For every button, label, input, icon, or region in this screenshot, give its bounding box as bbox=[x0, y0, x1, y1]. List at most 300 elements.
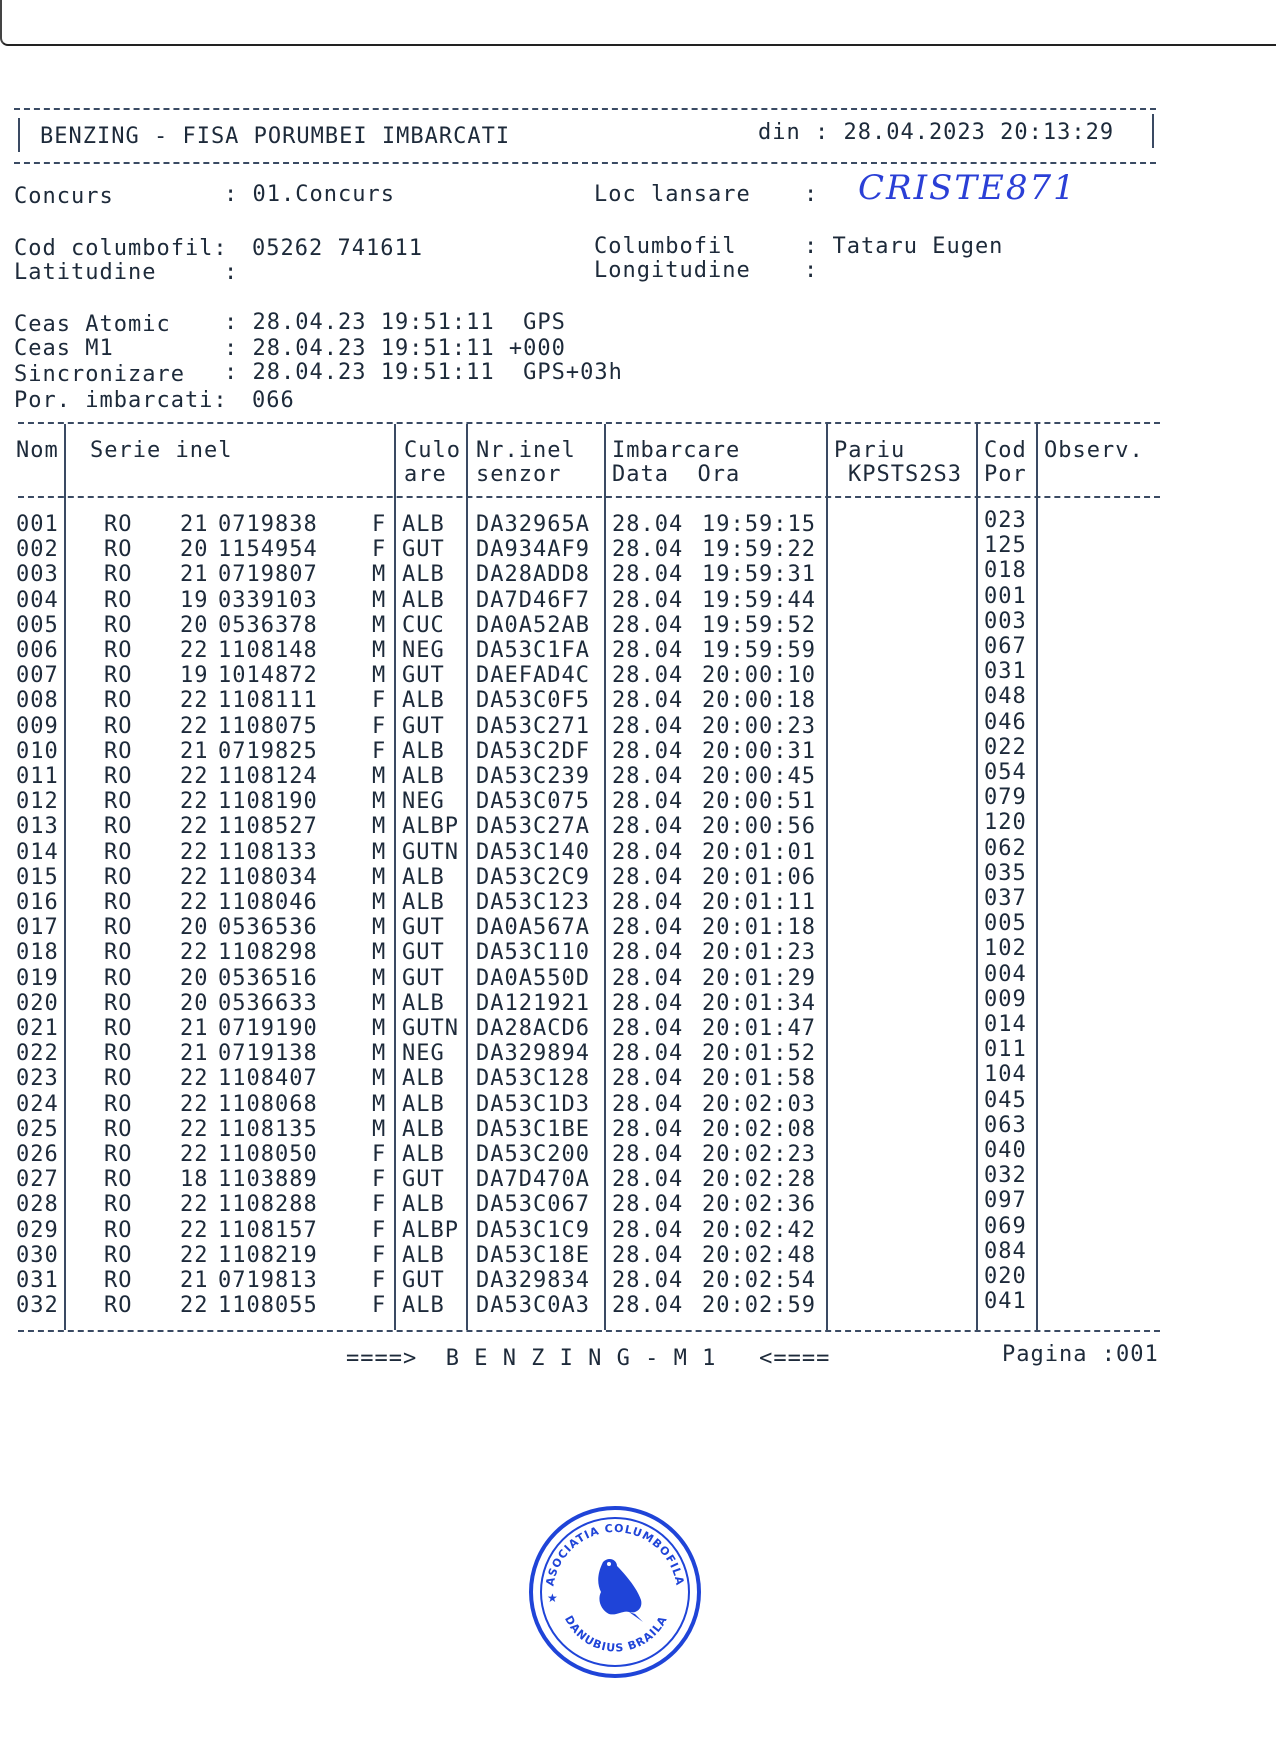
row-color: NEG bbox=[402, 1041, 445, 1066]
row-year: 22 bbox=[180, 814, 209, 839]
row-sensor: DA53C271 bbox=[476, 714, 590, 739]
row-color: ALB bbox=[402, 739, 445, 764]
row-cod: 048 bbox=[984, 684, 1027, 709]
row-country: RO bbox=[104, 512, 133, 537]
row-country: RO bbox=[104, 613, 133, 638]
stamp-text-bottom: DANUBIUS BRAILA bbox=[561, 1613, 671, 1655]
row-sensor: DA53C067 bbox=[476, 1192, 590, 1217]
row-nom: 019 bbox=[16, 966, 59, 991]
row-date: 28.04 bbox=[612, 512, 684, 537]
row-cod: 020 bbox=[984, 1264, 1027, 1289]
row-color: GUT bbox=[402, 1268, 445, 1293]
row-cod: 041 bbox=[984, 1289, 1027, 1314]
row-cod: 032 bbox=[984, 1163, 1027, 1188]
row-ring: 1108050 bbox=[218, 1142, 318, 1167]
row-year: 20 bbox=[180, 966, 209, 991]
row-sex: F bbox=[372, 1293, 387, 1318]
row-time: 20:02:36 bbox=[702, 1192, 816, 1217]
row-date: 28.04 bbox=[612, 991, 684, 1016]
long-sep: : bbox=[804, 258, 819, 283]
row-ring: 1108288 bbox=[218, 1192, 318, 1217]
row-country: RO bbox=[104, 915, 133, 940]
row-cod: 018 bbox=[984, 558, 1027, 583]
row-time: 20:02:48 bbox=[702, 1243, 816, 1268]
row-nom: 024 bbox=[16, 1092, 59, 1117]
row-color: GUTN bbox=[402, 840, 459, 865]
row-country: RO bbox=[104, 890, 133, 915]
row-date: 28.04 bbox=[612, 1041, 684, 1066]
row-time: 20:01:23 bbox=[702, 940, 816, 965]
row-year: 21 bbox=[180, 1041, 209, 1066]
row-sensor: DA53C0F5 bbox=[476, 688, 590, 713]
row-time: 20:00:51 bbox=[702, 789, 816, 814]
row-nom: 004 bbox=[16, 588, 59, 613]
table-header-rule bbox=[18, 496, 1160, 498]
row-sensor: DA53C075 bbox=[476, 789, 590, 814]
row-sex: F bbox=[372, 512, 387, 537]
row-nom: 020 bbox=[16, 991, 59, 1016]
row-time: 20:01:58 bbox=[702, 1066, 816, 1091]
cod-label: Cod columbofil: bbox=[14, 236, 228, 261]
row-sensor: DA53C128 bbox=[476, 1066, 590, 1091]
row-sensor: DA0A52AB bbox=[476, 613, 590, 638]
row-ring: 1103889 bbox=[218, 1167, 318, 1192]
header-date: din : 28.04.2023 20:13:29 bbox=[758, 120, 1115, 145]
row-time: 20:02:59 bbox=[702, 1293, 816, 1318]
row-sensor: DA53C140 bbox=[476, 840, 590, 865]
row-nom: 021 bbox=[16, 1016, 59, 1041]
row-sensor: DA53C0A3 bbox=[476, 1293, 590, 1318]
row-date: 28.04 bbox=[612, 966, 684, 991]
row-nom: 003 bbox=[16, 562, 59, 587]
row-year: 18 bbox=[180, 1167, 209, 1192]
row-date: 28.04 bbox=[612, 840, 684, 865]
row-sensor: DA329894 bbox=[476, 1041, 590, 1066]
row-nom: 031 bbox=[16, 1268, 59, 1293]
footer-banner: ====> B E N Z I N G - M 1 <==== bbox=[346, 1346, 831, 1371]
row-year: 20 bbox=[180, 915, 209, 940]
row-sensor: DA934AF9 bbox=[476, 537, 590, 562]
row-cod: 054 bbox=[984, 760, 1027, 785]
row-time: 20:00:45 bbox=[702, 764, 816, 789]
row-time: 20:02:08 bbox=[702, 1117, 816, 1142]
row-date: 28.04 bbox=[612, 789, 684, 814]
row-sensor: DA0A550D bbox=[476, 966, 590, 991]
row-sensor: DA53C18E bbox=[476, 1243, 590, 1268]
ceas-m1-value: : 28.04.23 19:51:11 +000 bbox=[224, 336, 566, 361]
row-country: RO bbox=[104, 840, 133, 865]
row-country: RO bbox=[104, 714, 133, 739]
row-time: 20:01:29 bbox=[702, 966, 816, 991]
row-nom: 023 bbox=[16, 1066, 59, 1091]
table-top-rule bbox=[18, 422, 1160, 424]
row-cod: 084 bbox=[984, 1239, 1027, 1264]
row-country: RO bbox=[104, 966, 133, 991]
loc-handwritten: CRISTE871 bbox=[858, 168, 1077, 208]
row-ring: 1108219 bbox=[218, 1243, 318, 1268]
row-country: RO bbox=[104, 1218, 133, 1243]
row-ring: 1108124 bbox=[218, 764, 318, 789]
row-nom: 007 bbox=[16, 663, 59, 688]
row-cod: 023 bbox=[984, 508, 1027, 533]
row-nom: 015 bbox=[16, 865, 59, 890]
row-cod: 031 bbox=[984, 659, 1027, 684]
row-ring: 0719138 bbox=[218, 1041, 318, 1066]
row-country: RO bbox=[104, 1268, 133, 1293]
row-time: 19:59:44 bbox=[702, 588, 816, 613]
row-date: 28.04 bbox=[612, 613, 684, 638]
row-color: ALB bbox=[402, 562, 445, 587]
row-color: ALBP bbox=[402, 814, 459, 839]
row-date: 28.04 bbox=[612, 1243, 684, 1268]
row-nom: 001 bbox=[16, 512, 59, 537]
row-time: 19:59:15 bbox=[702, 512, 816, 537]
columbofil-value: : Tataru Eugen bbox=[804, 234, 1004, 259]
row-date: 28.04 bbox=[612, 1066, 684, 1091]
row-sensor: DA0A567A bbox=[476, 915, 590, 940]
row-color: GUTN bbox=[402, 1016, 459, 1041]
row-sex: M bbox=[372, 588, 387, 613]
row-cod: 001 bbox=[984, 584, 1027, 609]
header-nrinel-1: Nr.inel bbox=[476, 438, 576, 463]
row-sensor: DA53C2C9 bbox=[476, 865, 590, 890]
row-color: GUT bbox=[402, 1167, 445, 1192]
header-nrinel-2: senzor bbox=[476, 462, 562, 487]
row-date: 28.04 bbox=[612, 1167, 684, 1192]
header-cod-2: Por bbox=[984, 462, 1027, 487]
por-value: 066 bbox=[252, 388, 295, 413]
row-date: 28.04 bbox=[612, 588, 684, 613]
row-country: RO bbox=[104, 814, 133, 839]
ceas-m1-label: Ceas M1 bbox=[14, 336, 114, 361]
ceas-atomic-label: Ceas Atomic bbox=[14, 312, 171, 337]
row-time: 20:00:18 bbox=[702, 688, 816, 713]
cod-value: 05262 741611 bbox=[252, 236, 423, 261]
row-cod: 097 bbox=[984, 1188, 1027, 1213]
row-year: 22 bbox=[180, 714, 209, 739]
row-sex: M bbox=[372, 764, 387, 789]
column-rule bbox=[1036, 424, 1038, 1330]
row-cod: 102 bbox=[984, 936, 1027, 961]
row-year: 22 bbox=[180, 638, 209, 663]
row-color: ALB bbox=[402, 1117, 445, 1142]
row-sex: M bbox=[372, 865, 387, 890]
row-sensor: DA53C123 bbox=[476, 890, 590, 915]
row-time: 19:59:59 bbox=[702, 638, 816, 663]
row-sensor: DA28ADD8 bbox=[476, 562, 590, 587]
column-rule bbox=[604, 424, 606, 1330]
sincronizare-value: : 28.04.23 19:51:11 GPS+03h bbox=[224, 360, 623, 385]
row-color: GUT bbox=[402, 663, 445, 688]
row-year: 22 bbox=[180, 1066, 209, 1091]
row-time: 20:02:42 bbox=[702, 1218, 816, 1243]
row-nom: 008 bbox=[16, 688, 59, 713]
row-color: ALB bbox=[402, 890, 445, 915]
row-year: 19 bbox=[180, 663, 209, 688]
row-country: RO bbox=[104, 1016, 133, 1041]
loc-label: Loc lansare bbox=[594, 182, 751, 207]
row-ring: 1108148 bbox=[218, 638, 318, 663]
header-imbarcare-2: Data Ora bbox=[612, 462, 741, 487]
row-country: RO bbox=[104, 1243, 133, 1268]
row-sex: F bbox=[372, 1218, 387, 1243]
row-year: 22 bbox=[180, 764, 209, 789]
column-rule bbox=[466, 424, 468, 1330]
row-year: 20 bbox=[180, 537, 209, 562]
concurs-value: : 01.Concurs bbox=[224, 182, 395, 207]
row-year: 22 bbox=[180, 940, 209, 965]
row-year: 22 bbox=[180, 1218, 209, 1243]
row-sex: M bbox=[372, 940, 387, 965]
stamp-star-icon: ★ bbox=[547, 1591, 558, 1605]
row-year: 21 bbox=[180, 739, 209, 764]
row-country: RO bbox=[104, 1066, 133, 1091]
row-sex: F bbox=[372, 688, 387, 713]
row-sensor: DA53C110 bbox=[476, 940, 590, 965]
row-color: ALB bbox=[402, 1243, 445, 1268]
header-serie: Serie inel bbox=[90, 438, 233, 463]
row-sex: F bbox=[372, 1192, 387, 1217]
row-nom: 012 bbox=[16, 789, 59, 814]
column-rule bbox=[394, 424, 396, 1330]
row-ring: 1154954 bbox=[218, 537, 318, 562]
row-cod: 063 bbox=[984, 1113, 1027, 1138]
row-country: RO bbox=[104, 1041, 133, 1066]
row-time: 20:00:31 bbox=[702, 739, 816, 764]
row-year: 22 bbox=[180, 840, 209, 865]
row-date: 28.04 bbox=[612, 890, 684, 915]
row-color: ALB bbox=[402, 512, 445, 537]
row-date: 28.04 bbox=[612, 1268, 684, 1293]
page-top-edge bbox=[0, 0, 1276, 46]
row-ring: 1108190 bbox=[218, 789, 318, 814]
row-cod: 035 bbox=[984, 861, 1027, 886]
row-ring: 0719190 bbox=[218, 1016, 318, 1041]
row-sex: F bbox=[372, 1243, 387, 1268]
row-color: ALB bbox=[402, 1192, 445, 1217]
row-color: ALBP bbox=[402, 1218, 459, 1243]
row-country: RO bbox=[104, 588, 133, 613]
loc-sep: : bbox=[804, 182, 819, 207]
row-year: 20 bbox=[180, 991, 209, 1016]
row-country: RO bbox=[104, 537, 133, 562]
row-year: 20 bbox=[180, 613, 209, 638]
lat-sep: : bbox=[224, 260, 239, 285]
row-year: 21 bbox=[180, 512, 209, 537]
row-cod: 040 bbox=[984, 1138, 1027, 1163]
header-left-rule bbox=[18, 118, 20, 152]
row-sensor: DA53C2DF bbox=[476, 739, 590, 764]
row-ring: 0719838 bbox=[218, 512, 318, 537]
row-color: GUT bbox=[402, 915, 445, 940]
row-year: 22 bbox=[180, 1092, 209, 1117]
row-ring: 1108075 bbox=[218, 714, 318, 739]
row-cod: 125 bbox=[984, 533, 1027, 558]
row-time: 20:00:23 bbox=[702, 714, 816, 739]
row-sex: F bbox=[372, 1142, 387, 1167]
row-country: RO bbox=[104, 562, 133, 587]
row-date: 28.04 bbox=[612, 1016, 684, 1041]
row-ring: 1108407 bbox=[218, 1066, 318, 1091]
header-imbarcare-1: Imbarcare bbox=[612, 438, 741, 463]
row-country: RO bbox=[104, 865, 133, 890]
row-nom: 026 bbox=[16, 1142, 59, 1167]
row-color: ALB bbox=[402, 1092, 445, 1117]
row-ring: 1108298 bbox=[218, 940, 318, 965]
row-color: ALB bbox=[402, 865, 445, 890]
row-ring: 0536536 bbox=[218, 915, 318, 940]
header-top-rule bbox=[14, 108, 1156, 110]
row-sex: M bbox=[372, 613, 387, 638]
row-color: ALB bbox=[402, 688, 445, 713]
row-sex: M bbox=[372, 890, 387, 915]
row-cod: 045 bbox=[984, 1088, 1027, 1113]
pigeon-icon bbox=[598, 1559, 643, 1622]
row-time: 20:02:23 bbox=[702, 1142, 816, 1167]
row-ring: 0339103 bbox=[218, 588, 318, 613]
row-cod: 046 bbox=[984, 710, 1027, 735]
row-date: 28.04 bbox=[612, 739, 684, 764]
header-culoare-2: are bbox=[404, 462, 447, 487]
row-sex: M bbox=[372, 1016, 387, 1041]
row-date: 28.04 bbox=[612, 764, 684, 789]
row-color: ALB bbox=[402, 991, 445, 1016]
row-year: 22 bbox=[180, 789, 209, 814]
row-sensor: DA329834 bbox=[476, 1268, 590, 1293]
row-nom: 017 bbox=[16, 915, 59, 940]
row-time: 19:59:31 bbox=[702, 562, 816, 587]
row-time: 20:01:47 bbox=[702, 1016, 816, 1041]
row-date: 28.04 bbox=[612, 915, 684, 940]
row-sensor: DA32965A bbox=[476, 512, 590, 537]
row-date: 28.04 bbox=[612, 814, 684, 839]
row-cod: 005 bbox=[984, 911, 1027, 936]
row-date: 28.04 bbox=[612, 1117, 684, 1142]
row-sex: F bbox=[372, 714, 387, 739]
row-year: 21 bbox=[180, 562, 209, 587]
row-ring: 1014872 bbox=[218, 663, 318, 688]
row-country: RO bbox=[104, 1192, 133, 1217]
row-year: 21 bbox=[180, 1016, 209, 1041]
row-color: NEG bbox=[402, 789, 445, 814]
row-nom: 032 bbox=[16, 1293, 59, 1318]
stamp-text-top: ASOCIATIA COLUMBOFILA bbox=[543, 1521, 687, 1588]
row-color: ALB bbox=[402, 764, 445, 789]
ceas-atomic-value: : 28.04.23 19:51:11 GPS bbox=[224, 310, 566, 335]
lat-label: Latitudine bbox=[14, 260, 157, 285]
row-color: GUT bbox=[402, 940, 445, 965]
row-time: 20:00:56 bbox=[702, 814, 816, 839]
row-cod: 003 bbox=[984, 609, 1027, 634]
row-color: GUT bbox=[402, 966, 445, 991]
row-nom: 006 bbox=[16, 638, 59, 663]
row-date: 28.04 bbox=[612, 1293, 684, 1318]
row-date: 28.04 bbox=[612, 537, 684, 562]
row-country: RO bbox=[104, 739, 133, 764]
row-year: 22 bbox=[180, 865, 209, 890]
row-sensor: DA121921 bbox=[476, 991, 590, 1016]
row-country: RO bbox=[104, 1167, 133, 1192]
row-ring: 1108527 bbox=[218, 814, 318, 839]
header-nom: Nom bbox=[16, 438, 59, 463]
header-observ: Observ. bbox=[1044, 438, 1144, 463]
row-nom: 011 bbox=[16, 764, 59, 789]
row-sensor: DA28ACD6 bbox=[476, 1016, 590, 1041]
row-ring: 1108157 bbox=[218, 1218, 318, 1243]
row-cod: 067 bbox=[984, 634, 1027, 659]
row-nom: 029 bbox=[16, 1218, 59, 1243]
row-ring: 1108133 bbox=[218, 840, 318, 865]
row-time: 20:01:11 bbox=[702, 890, 816, 915]
row-time: 19:59:52 bbox=[702, 613, 816, 638]
row-country: RO bbox=[104, 1142, 133, 1167]
row-sex: M bbox=[372, 562, 387, 587]
header-pariu-2: KPSTS2S3 bbox=[848, 462, 962, 487]
row-cod: 062 bbox=[984, 836, 1027, 861]
row-ring: 1108068 bbox=[218, 1092, 318, 1117]
row-date: 28.04 bbox=[612, 1092, 684, 1117]
row-year: 22 bbox=[180, 890, 209, 915]
row-cod: 014 bbox=[984, 1012, 1027, 1037]
row-date: 28.04 bbox=[612, 1192, 684, 1217]
row-cod: 069 bbox=[984, 1214, 1027, 1239]
row-year: 19 bbox=[180, 588, 209, 613]
row-color: GUT bbox=[402, 537, 445, 562]
row-year: 21 bbox=[180, 1268, 209, 1293]
row-cod: 120 bbox=[984, 810, 1027, 835]
row-cod: 104 bbox=[984, 1062, 1027, 1087]
row-cod: 011 bbox=[984, 1037, 1027, 1062]
svg-text:DANUBIUS BRAILA bbox=[562, 1613, 670, 1654]
row-sensor: DA53C1C9 bbox=[476, 1218, 590, 1243]
row-sensor: DAEFAD4C bbox=[476, 663, 590, 688]
row-sex: M bbox=[372, 814, 387, 839]
row-sex: M bbox=[372, 638, 387, 663]
row-country: RO bbox=[104, 663, 133, 688]
row-sex: M bbox=[372, 789, 387, 814]
row-nom: 010 bbox=[16, 739, 59, 764]
row-sex: M bbox=[372, 1066, 387, 1091]
association-stamp bbox=[525, 1502, 705, 1682]
column-rule bbox=[826, 424, 828, 1330]
row-date: 28.04 bbox=[612, 663, 684, 688]
row-date: 28.04 bbox=[612, 688, 684, 713]
row-sensor: DA7D46F7 bbox=[476, 588, 590, 613]
row-ring: 0719807 bbox=[218, 562, 318, 587]
row-ring: 1108135 bbox=[218, 1117, 318, 1142]
row-sex: F bbox=[372, 739, 387, 764]
row-color: ALB bbox=[402, 1142, 445, 1167]
row-ring: 1108034 bbox=[218, 865, 318, 890]
row-ring: 0536378 bbox=[218, 613, 318, 638]
row-nom: 014 bbox=[16, 840, 59, 865]
por-label: Por. imbarcati: bbox=[14, 388, 228, 413]
row-ring: 0536633 bbox=[218, 991, 318, 1016]
row-date: 28.04 bbox=[612, 562, 684, 587]
row-sex: M bbox=[372, 840, 387, 865]
row-country: RO bbox=[104, 764, 133, 789]
header-bottom-rule bbox=[14, 162, 1156, 164]
row-country: RO bbox=[104, 638, 133, 663]
row-ring: 1108055 bbox=[218, 1293, 318, 1318]
row-country: RO bbox=[104, 1117, 133, 1142]
header-title: BENZING - FISA PORUMBEI IMBARCATI bbox=[40, 124, 511, 149]
columbofil-label: Columbofil bbox=[594, 234, 737, 259]
row-time: 20:01:06 bbox=[702, 865, 816, 890]
row-cod: 022 bbox=[984, 735, 1027, 760]
row-time: 20:01:18 bbox=[702, 915, 816, 940]
row-cod: 009 bbox=[984, 987, 1027, 1012]
